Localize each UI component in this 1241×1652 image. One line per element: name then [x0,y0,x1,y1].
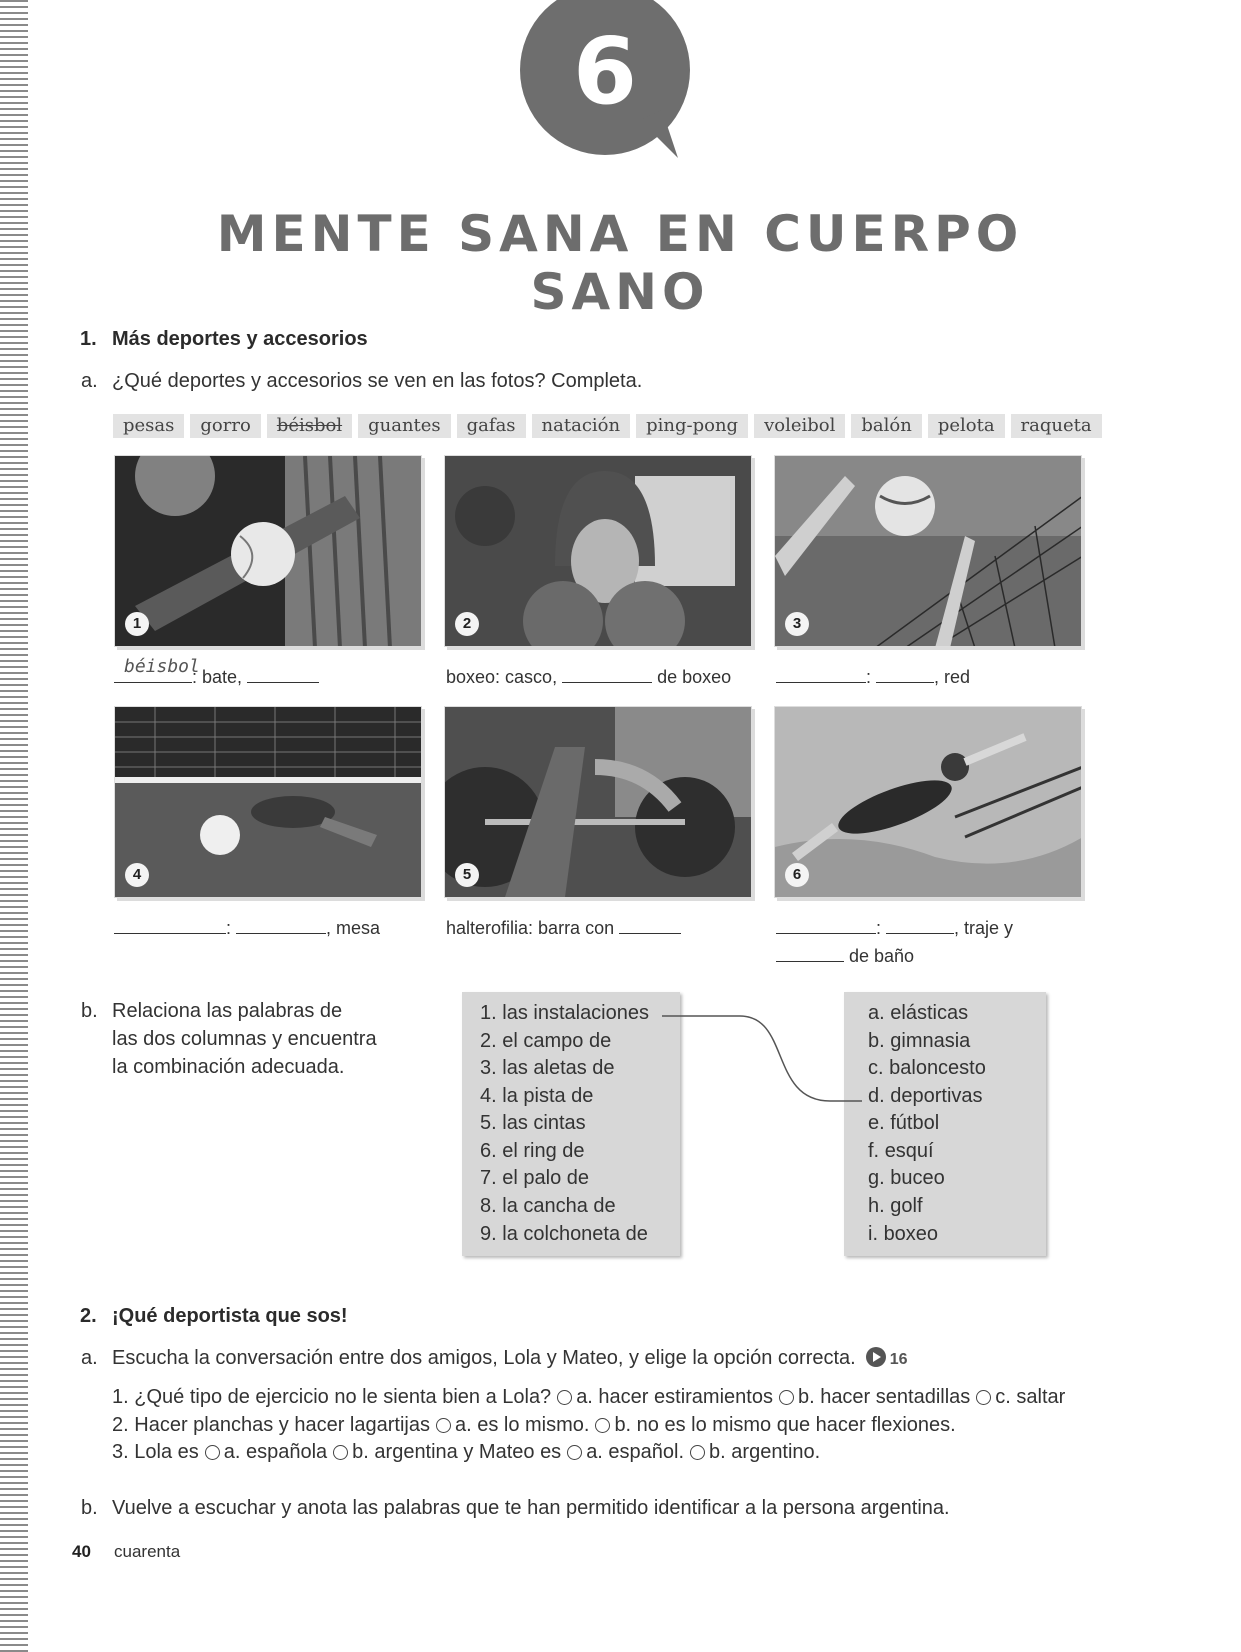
photo-number-badge: 1 [125,612,149,636]
right-column-item[interactable]: d. deportivas [868,1085,983,1107]
photo-weightlifting [444,706,752,898]
section2-number: 2. [80,1305,97,1327]
word-chip: raqueta [1011,414,1102,438]
right-column-item[interactable]: e. fútbol [868,1112,940,1134]
caption-photo-5: halterofilia: barra con [446,918,681,939]
right-column-item[interactable]: h. golf [868,1195,923,1217]
caption-photo-3: : , red [776,667,970,688]
radio-option[interactable] [779,1390,794,1405]
section2-title: ¡Qué deportista que sos! [112,1305,348,1327]
audio-track-number: 16 [889,1351,908,1368]
photo-volleyball [774,455,1082,647]
left-column-item[interactable]: 9. la colchoneta de [480,1223,648,1245]
section1-a-letter: a. [81,370,98,392]
right-column-item[interactable]: a. elásticas [868,1002,969,1024]
right-column-item[interactable]: b. gimnasia [868,1030,971,1052]
baseball-photo-icon [115,456,422,647]
answer-blank[interactable] [876,667,934,683]
right-column-box [844,992,1046,1256]
left-column-item[interactable]: 1. las instalaciones [480,1002,649,1024]
radio-option[interactable] [557,1390,572,1405]
radio-option[interactable] [690,1445,705,1460]
word-chip: gorro [190,414,260,438]
answer-blank[interactable] [776,667,866,683]
photo-ping-pong [114,706,422,898]
photo-baseball [114,455,422,647]
word-chip: guantes [358,414,451,438]
section1-b-instruction-line: Relaciona las palabras de [112,1000,343,1022]
photo-number-badge: 5 [455,863,479,887]
word-chip: balón [851,414,921,438]
radio-option[interactable] [976,1390,991,1405]
caption-photo-2: boxeo: casco, de boxeo [446,667,732,687]
right-column-item[interactable]: g. buceo [868,1167,945,1189]
left-column-item[interactable]: 3. las aletas de [480,1057,615,1079]
caption-photo-4: : , mesa [114,918,380,939]
answer-blank[interactable] [114,918,226,934]
chapter-number: 6 [572,18,637,125]
right-column-item[interactable]: f. esquí [868,1140,934,1162]
left-column-box [462,992,680,1256]
handwritten-answer: béisbol [124,656,200,677]
word-chip: pesas [113,414,184,438]
answer-blank[interactable] [886,918,954,934]
question-3: 3. Lola es a. española b. argentina y Mateo es a. español. b. argentino. [112,1441,821,1463]
caption-photo-6-line2: de baño [776,946,914,967]
radio-option[interactable] [595,1418,610,1433]
photo-number-badge: 2 [455,612,479,636]
photo-swimming [774,706,1082,898]
question-1: 1. ¿Qué tipo de ejercicio no le sienta bien a Lola? a. hacer estiramientos b. hacer sentadillas c. saltar [112,1386,1066,1408]
word-chip: ping-pong [636,414,748,438]
photo-number-badge: 3 [785,612,809,636]
word-chip: natación [532,414,631,438]
photo-number-badge: 4 [125,863,149,887]
match-connector-line [660,1005,870,1105]
answer-blank[interactable] [619,918,681,934]
weightlifting-photo-icon [445,707,752,898]
right-column-item[interactable]: c. baloncesto [868,1057,986,1079]
answer-blank[interactable] [776,918,876,934]
word-chip: pelota [928,414,1005,438]
page-title: MENTE SANA EN CUERPO SANO [216,205,1024,321]
left-column-item[interactable]: 5. las cintas [480,1112,586,1134]
left-column-item[interactable]: 6. el ring de [480,1140,585,1162]
question-2: 2. Hacer planchas y hacer lagartijas a. es lo mismo. b. no es lo mismo que hacer flexiones. [112,1414,956,1436]
answer-blank[interactable] [776,946,844,962]
word-bank [113,414,1102,438]
left-column-item[interactable]: 2. el campo de [480,1030,612,1052]
right-column-item[interactable]: i. boxeo [868,1223,939,1245]
radio-option[interactable] [436,1418,451,1433]
caption-photo-6: : , traje y [776,918,1013,939]
page-number: 40 [72,1542,91,1561]
word-chip-used: béisbol [267,414,352,438]
caption-photo-1: : bate, [114,667,319,688]
section1-title: Más deportes y accesorios [112,328,368,350]
left-column-item[interactable]: 7. el palo de [480,1167,589,1189]
audio-play-icon[interactable] [866,1347,886,1367]
section2-b-letter: b. [81,1497,98,1519]
photo-number-badge: 6 [785,863,809,887]
page-number-word: cuarenta [114,1542,181,1561]
word-chip: voleibol [754,414,845,438]
answer-blank[interactable] [562,667,652,683]
boxing-photo-icon [445,456,752,647]
left-column-item[interactable]: 8. la cancha de [480,1195,616,1217]
answer-blank[interactable] [236,918,326,934]
radio-option[interactable] [567,1445,582,1460]
volleyball-photo-icon [775,456,1082,647]
answer-blank[interactable] [247,667,319,683]
radio-option[interactable] [333,1445,348,1460]
section2-a-instruction: Escucha la conversación entre dos amigos, Lola y Mateo, y elige la opción correcta. 16 [112,1347,908,1369]
photo-boxing [444,455,752,647]
section1-b-instruction-line: la combinación adecuada. [112,1056,345,1078]
swimming-photo-icon [775,707,1082,898]
section2-b-instruction: Vuelve a escuchar y anota las palabras que te han permitido identificar a la persona argentina. [112,1497,950,1519]
radio-option[interactable] [205,1445,220,1460]
page-edge-stripes [0,0,28,1652]
section2-a-letter: a. [81,1347,98,1369]
ping-pong-photo-icon [115,707,422,898]
section1-number: 1. [80,328,97,350]
chapter-badge [520,0,700,165]
section1-b-letter: b. [81,1000,98,1022]
section1-b-instruction-line: las dos columnas y encuentra [112,1028,377,1050]
left-column-item[interactable]: 4. la pista de [480,1085,594,1107]
section1-a-instruction: ¿Qué deportes y accesorios se ven en las fotos? Completa. [112,370,643,392]
word-chip: gafas [457,414,526,438]
